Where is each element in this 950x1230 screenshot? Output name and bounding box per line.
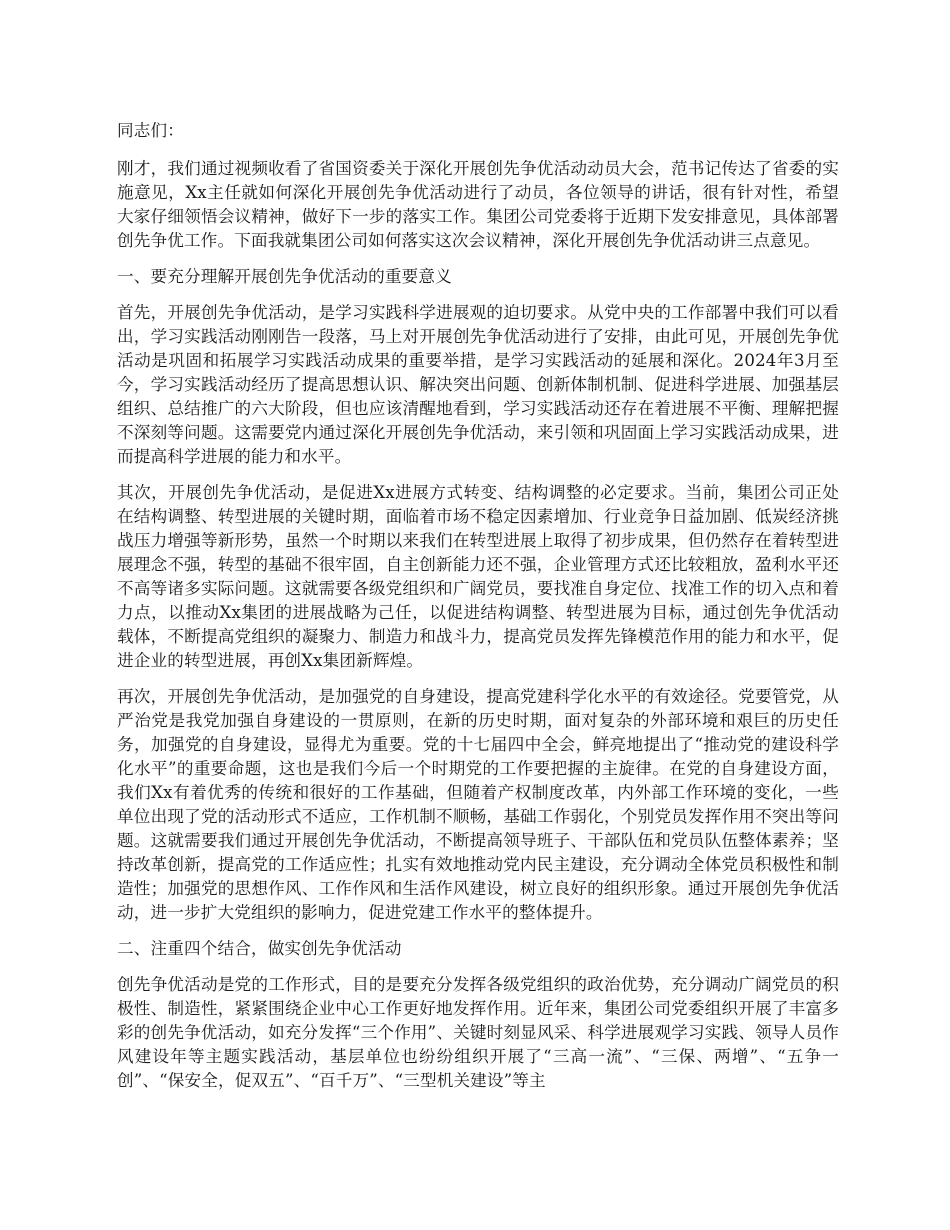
intro-paragraph: 刚才，我们通过视频收看了省国资委关于深化开展创先争优活动动员大会，范书记传达了省委的实施意见，Xx主任就如何深化开展创先争优活动进行了动员，各位领导的讲话，很有针对性，希望大家仔细领悟会议精神，做好下一步的落实工作。集团公司党委将于近期下发安排意见，具体部署创先争优工作。下面我就集团公司如何落实这次会议精神，深化开展创先争优活动讲三点意见。 (117, 159, 839, 250)
paragraph-first-point: 首先，开展创先争优活动，是学习实践科学进展观的迫切要求。从党中央的工作部署中我们可以看出，学习实践活动刚刚告一段落，马上对开展创先争优活动进行了安排，由此可见，开展创先争优活动是巩固和拓展学习实践活动成果的重要举措，是学习实践活动的延展和深化。2024年3月至今，学习实践活动经历了提高思想认识、解决突出问题、创新体制机制、促进科学进展、加强基层组织、总结推广的六大阶段，但也应该清醒地看到，学习实践活动还存在着进展不平衡、理解把握不深刻等问题。这需要党内通过深化开展创先争优活动，来引领和巩固面上学习实践活动成果，进而提高科学进展的能力和水平。 (117, 303, 839, 466)
paragraph-second-point: 其次，开展创先争优活动，是促进Xx进展方式转变、结构调整的必定要求。当前，集团公司正处在结构调整、转型进展的关键时期，面临着市场不稳定因素增加、行业竞争日益加剧、低炭经济挑战压力增强等新形势，虽然一个时期以来我们在转型进展上取得了初步成果，但仍然存在着转型进展理念不强，转型的基础不很牢固，自主创新能力还不强，企业管理方式还比较粗放，盈利水平还不高等诸多实际问题。这就需要各级党组织和广阔党员，要找准自身定位、找准工作的切入点和着力点，以推动Xx集团的进展战略为己任，以促进结构调整、转型进展为目标，通过创先争优活动载体，不断提高党组织的凝聚力、制造力和战斗力，提高党员发挥先锋模范作用的能力和水平，促进企业的转型进展，再创Xx集团新辉煌。 (117, 483, 839, 670)
paragraph-third-point: 再次，开展创先争优活动，是加强党的自身建设，提高党建科学化水平的有效途径。党要管党，从严治党是我党加强自身建设的一贯原则，在新的历史时期，面对复杂的外部环境和艰巨的历史任务，加强党的自身建设，显得尤为重要。党的十七届四中全会，鲜亮地提出了“推动党的建设科学化水平”的重要命题，这也是我们今后一个时期党的工作要把握的主旋律。在党的自身建设方面，我们Xx有着优秀的传统和很好的工作基础，但随着产权制度改革，内外部工作环境的变化，一些单位出现了党的活动形式不适应，工作机制不顺畅，基础工作弱化，个别党员发挥作用不突出等问题。这就需要我们通过开展创先争优活动，不断提高领导班子、干部队伍和党员队伍整体素养；坚持改革创新，提高党的工作适应性；扎实有效地推动党内民主建设，充分调动全体党员积极性和制造性；加强党的思想作风、工作作风和生活作风建设，树立良好的组织形象。通过开展创先争优活动，进一步扩大党组织的影响力，促进党建工作水平的整体提升。 (117, 687, 839, 922)
document-page (117, 119, 839, 1105)
section-heading-2: 二、注重四个结合，做实创先争优活动 (117, 939, 402, 958)
section-heading-1: 一、要充分理解开展创先争优活动的重要意义 (117, 267, 452, 286)
salutation: 同志们： (117, 121, 184, 140)
paragraph-activities: 创先争优活动是党的工作形式，目的是要充分发挥各级党组织的政治优势，充分调动广阔党员的积极性、制造性，紧紧围绕企业中心工作更好地发挥作用。近年来，集团公司党委组织开展了丰富多彩的创先争优活动，如充分发挥“三个作用”、关键时刻显风采、科学进展观学习实践、领导人员作风建设年等主题实践活动，基层单位也纷纷组织开展了“三高一流”、“三保、两增”、“五争一创”、“保安全，促双五”、“百千万”、“三型机关建设”等主 (117, 975, 839, 1090)
